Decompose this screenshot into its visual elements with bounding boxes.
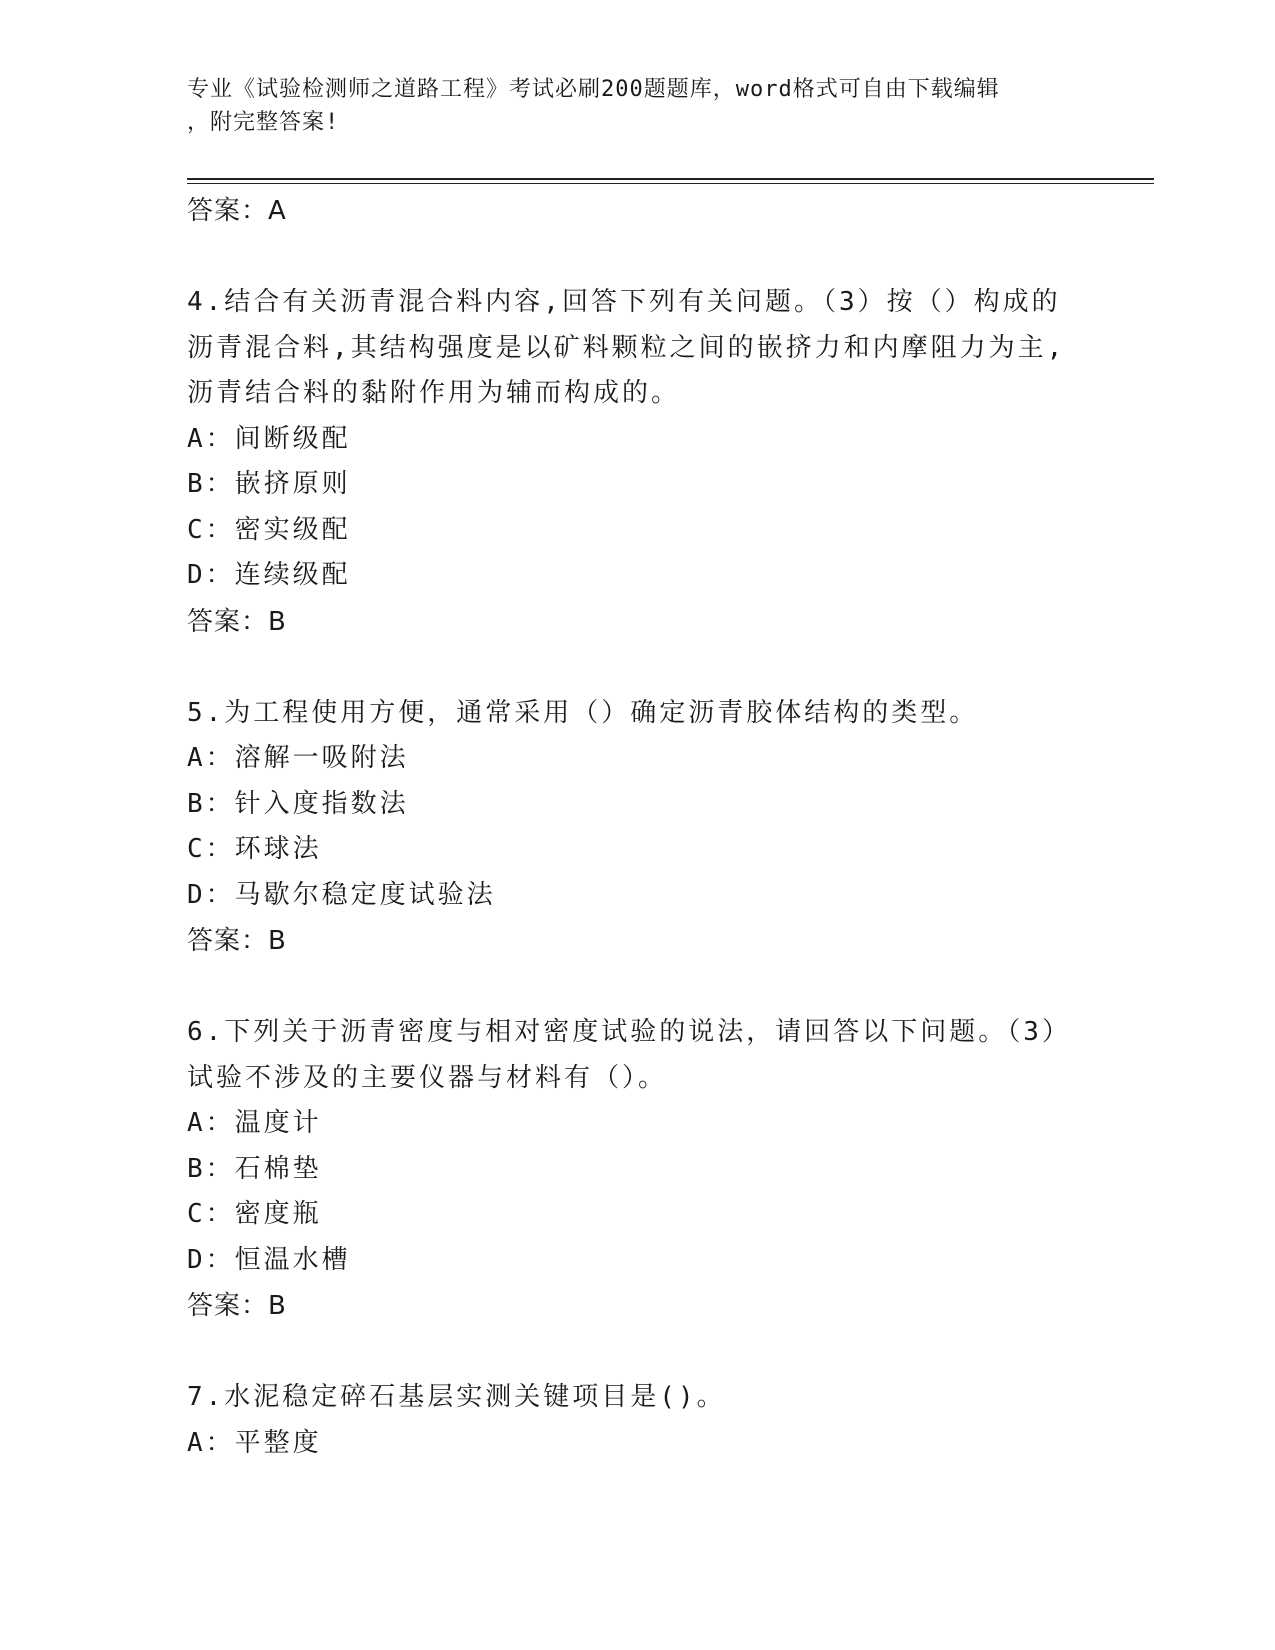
question-5 (187, 691, 1087, 965)
answer: 答案：B (187, 606, 287, 637)
option-c: C：密度瓶 (187, 1199, 322, 1229)
spacer (187, 964, 1087, 1010)
document-body (187, 188, 1087, 1466)
question-stem-line: 5.为工程使用方便，通常采用（）确定沥青胶体结构的类型。 (187, 697, 979, 728)
question-4 (187, 280, 1087, 645)
question-stem (187, 1375, 1087, 1421)
option-c: C：环球法 (187, 834, 322, 864)
spacer (187, 645, 1087, 691)
previous-answer: 答案：A (187, 196, 287, 226)
question-stem (187, 1010, 1087, 1101)
question-stem-line: 7.水泥稳定碎石基层实测关键项目是()。 (187, 1382, 726, 1412)
question-stem-line: 沥青混合料,其结构强度是以矿料颗粒之间的嵌挤力和内摩阻力为主, (187, 332, 1066, 363)
option-a: A：温度计 (187, 1108, 322, 1138)
header-title-line-1: 专业《试验检测师之道路工程》考试必刷200题题库，word格式可自由下载编辑 (187, 77, 1000, 102)
answer: 答案：B (187, 1291, 287, 1321)
option-d: D：马歇尔稳定度试验法 (187, 879, 496, 910)
spacer (187, 1329, 1087, 1375)
option-b: B：嵌挤原则 (187, 469, 351, 499)
question-stem (187, 280, 1087, 417)
option-b: B：石棉垫 (187, 1153, 322, 1184)
option-c: C：密实级配 (187, 514, 351, 545)
option-a: A：溶解一吸附法 (187, 743, 409, 773)
question-stem-line: 试验不涉及的主要仪器与材料有（）。 (187, 1062, 668, 1093)
spacer (187, 234, 1087, 280)
header-divider-thin (187, 183, 1154, 184)
question-stem (187, 691, 1087, 737)
question-6 (187, 1010, 1087, 1329)
option-a: A：间断级配 (187, 423, 351, 454)
question-stem-line: 6.下列关于沥青密度与相对密度试验的说法，请回答以下问题。（3） (187, 1017, 1071, 1047)
answer: 答案：B (187, 926, 287, 956)
header-title-line-2: ，附完整答案! (187, 110, 340, 135)
option-a: A：平整度 (187, 1427, 322, 1458)
document-header (187, 73, 1087, 139)
question-7 (187, 1375, 1087, 1466)
question-stem-line: 沥青结合料的黏附作用为辅而构成的。 (187, 378, 681, 408)
question-stem-line: 4.结合有关沥青混合料内容,回答下列有关问题。（3）按（）构成的 (187, 287, 1061, 317)
option-d: D：恒温水槽 (187, 1244, 351, 1275)
header-divider-thick (187, 178, 1154, 180)
option-d: D：连续级配 (187, 560, 351, 590)
option-b: B：针入度指数法 (187, 788, 409, 819)
